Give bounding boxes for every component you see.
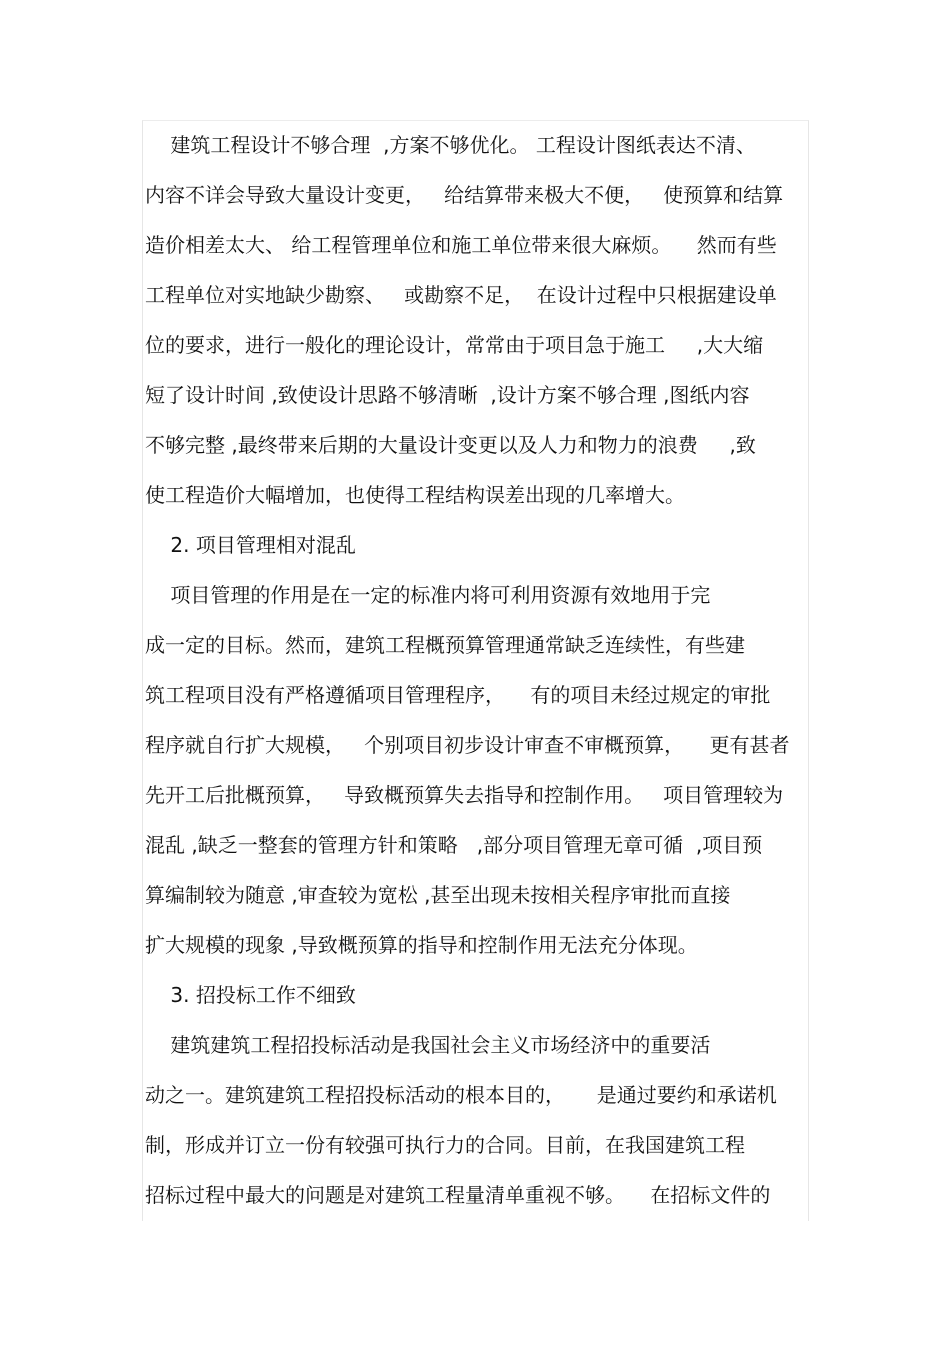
section-heading: 2. 项目管理相对混乱	[145, 533, 356, 557]
text-line: 不够完整 ,最终带来后期的大量设计变更以及人力和物力的浪费 ,致	[145, 433, 756, 457]
text-line: 项目管理的作用是在一定的标准内将可利用资源有效地用于完	[145, 583, 711, 607]
text-line: 筑工程项目没有严格遵循项目管理程序， 有的项目未经过规定的审批	[145, 683, 771, 707]
text-line: 混乱 ,缺乏一整套的管理方针和策略 ,部分项目管理无章可循 ,项目预	[145, 833, 763, 857]
document-body	[145, 120, 807, 1220]
text-line: 招标过程中最大的问题是对建筑工程量清单重视不够。 在招标文件的	[145, 1183, 771, 1207]
text-line: 内容不详会导致大量设计变更， 给结算带来极大不便， 使预算和结算	[145, 183, 784, 207]
text-line: 位的要求，进行一般化的理论设计，常常由于项目急于施工 ,大大缩	[145, 333, 764, 357]
text-line: 先开工后批概预算， 导致概预算失去指导和控制作用。 项目管理较为	[145, 783, 784, 807]
text-line: 建筑建筑工程招投标活动是我国社会主义市场经济中的重要活	[145, 1033, 711, 1057]
text-line: 成一定的目标。然而，建筑工程概预算管理通常缺乏连续性，有些建	[145, 633, 745, 657]
text-line: 动之一。建筑建筑工程招投标活动的根本目的， 是通过要约和承诺机	[145, 1083, 777, 1107]
text-line: 程序就自行扩大规模， 个别项目初步设计审查不审概预算， 更有甚者	[145, 733, 790, 757]
text-line: 扩大规模的现象 ,导致概预算的指导和控制作用无法充分体现。	[145, 933, 698, 957]
text-line: 工程单位对实地缺少勘察、 或勘察不足， 在设计过程中只根据建设单	[145, 283, 777, 307]
text-line: 制，形成并订立一份有较强可执行力的合同。目前，在我国建筑工程	[145, 1133, 745, 1157]
text-line: 短了设计时间 ,致使设计思路不够清晰 ,设计方案不够合理 ,图纸内容	[145, 383, 750, 407]
section-heading: 3. 招投标工作不细致	[145, 983, 356, 1007]
text-line: 建筑工程设计不够合理 ,方案不够优化。 工程设计图纸表达不清、	[145, 133, 756, 157]
text-line: 造价相差太大、 给工程管理单位和施工单位带来很大麻烦。 然而有些	[145, 233, 777, 257]
text-line: 算编制较为随意 ,审查较为宽松 ,甚至出现未按相关程序审批而直接	[145, 883, 731, 907]
text-line: 使工程造价大幅增加，也使得工程结构误差出现的几率增大。	[145, 483, 685, 507]
